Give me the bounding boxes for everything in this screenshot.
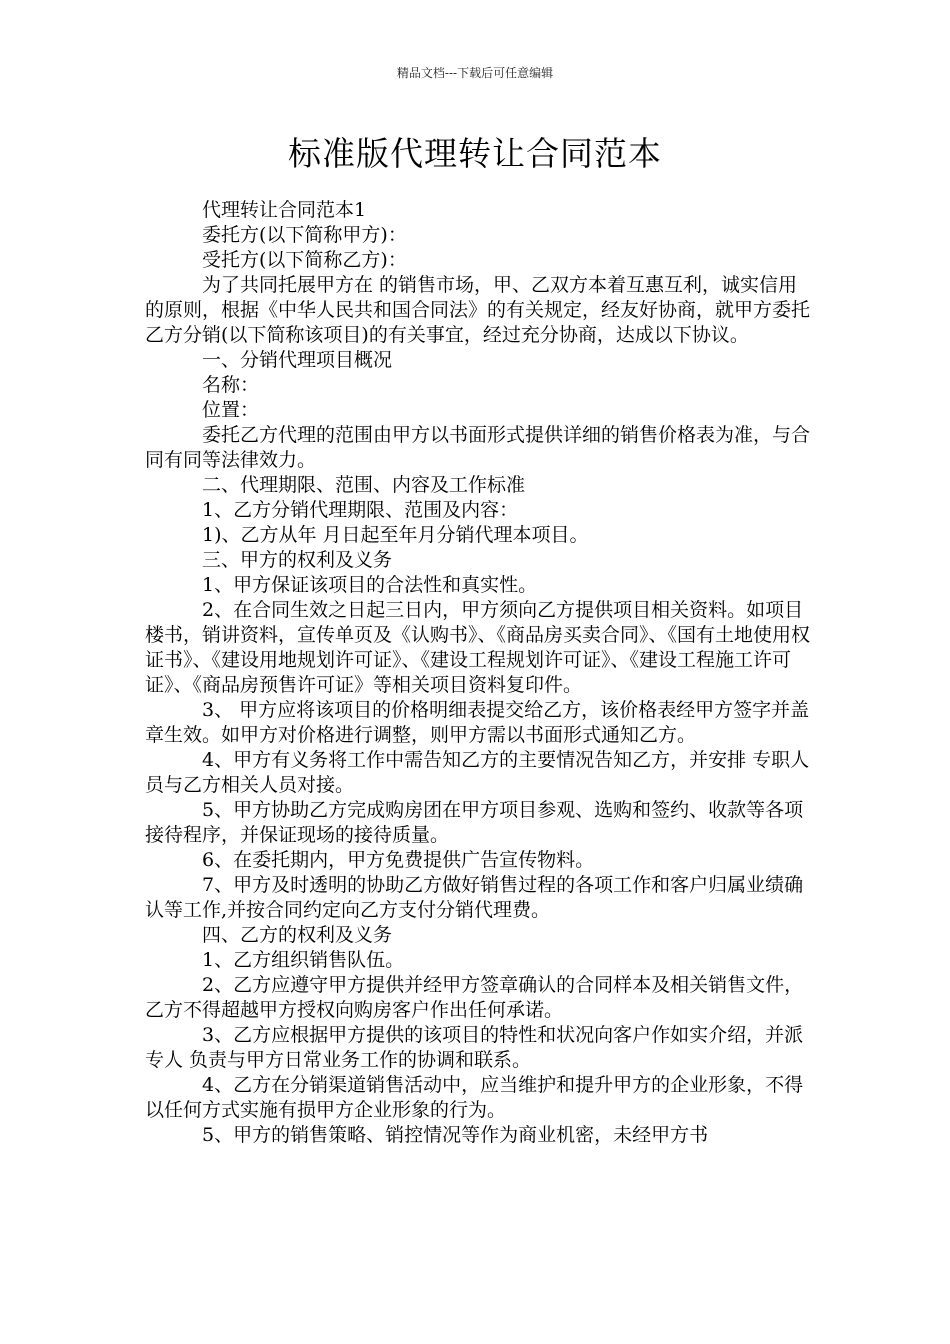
contract-body: [145, 198, 810, 1148]
clause-item: 5、甲方协助乙方完成购房团在甲方项目参观、选购和签约、收款等各项接待程序，并保证现场的接待质量。: [145, 799, 804, 846]
document-title: 标准版代理转让合同范本: [288, 134, 662, 173]
clause-item: 1、乙方分销代理期限、范围及内容：: [202, 499, 519, 521]
clause-item: 4、乙方在分销渠道销售活动中，应当维护和提升甲方的企业形象，不得以任何方式实施有损甲方企业形象的行为。: [145, 1074, 804, 1121]
header-note: 精品文档---下载后可任意编辑: [396, 66, 554, 80]
clause-paragraph: 委托乙方代理的范围由甲方以书面形式提供详细的销售价格表为准，与合同有同等法律效力。: [145, 424, 811, 471]
clause-item: 1)、乙方从年 月日起至年月分销代理本项目。: [202, 524, 589, 546]
clause-item: 2、乙方应遵守甲方提供并经甲方签章确认的合同样本及相关销售文件，乙方不得超越甲方授权向购房客户作出任何承诺。: [145, 974, 804, 1021]
clause-item: 3、 甲方应将该项目的价格明细表提交给乙方，该价格表经甲方签字并盖章生效。如甲方对价格进行调整，则甲方需以书面形式通知乙方。: [145, 699, 810, 746]
clause-item: 1、乙方组织销售队伍。: [202, 949, 405, 971]
clause-item: 7、甲方及时透明的协助乙方做好销售过程的各项工作和客户归属业绩确认等工作,并按合同约定向乙方支付分销代理费。: [145, 874, 804, 921]
clause-item: 6、在委托期内，甲方免费提供广告宣传物料。: [202, 849, 595, 871]
clause-item: 2、在合同生效之日起三日内，甲方须向乙方提供项目相关资料。如项目楼书，销讲资料，宣传单页及《认购书》、《商品房买卖合同》、《国有土地使用权证书》、《建设用地规划许可证》、《建设工程规划许可证》、《建设工程施工许可证》、《商品房预售许可证》等相关项目资料复印件。: [145, 599, 811, 696]
clause-item: 1、甲方保证该项目的合法性和真实性。: [202, 574, 538, 596]
project-location-line: 位置：: [202, 399, 260, 421]
clause-heading-2: 二、代理期限、范围、内容及工作标准: [202, 474, 526, 496]
party-a-line: 委托方(以下简称甲方)：: [202, 224, 407, 246]
clause-item: 3、乙方应根据甲方提供的该项目的特性和状况向客户作如实介绍，并派专人 负责与甲方日常业务工作的协调和联系。: [145, 1024, 804, 1071]
section-heading: 代理转让合同范本1: [202, 199, 367, 221]
clause-item: 5、甲方的销售策略、销控情况等作为商业机密，未经甲方书: [202, 1124, 709, 1146]
clause-heading-4: 四、乙方的权利及义务: [202, 924, 393, 946]
party-b-line: 受托方(以下简称乙方)：: [202, 249, 407, 271]
clause-heading-3: 三、甲方的权利及义务: [202, 549, 393, 571]
clause-item: 4、甲方有义务将工作中需告知乙方的主要情况告知乙方，并安排 专职人员与乙方相关人员对接。: [145, 749, 810, 796]
clause-heading-1: 一、分销代理项目概况: [202, 349, 393, 371]
preamble-paragraph: 为了共同托展甲方在 的销售市场，甲、乙双方本着互惠互利，诚实信用的原则，根据《中华人民共和国合同法》的有关规定，经友好协商，就甲方委托乙方分销(以下简称该项目)的有关事宜，经过充分协商，达成以下协议。: [145, 274, 811, 346]
project-name-line: 名称：: [202, 374, 260, 396]
